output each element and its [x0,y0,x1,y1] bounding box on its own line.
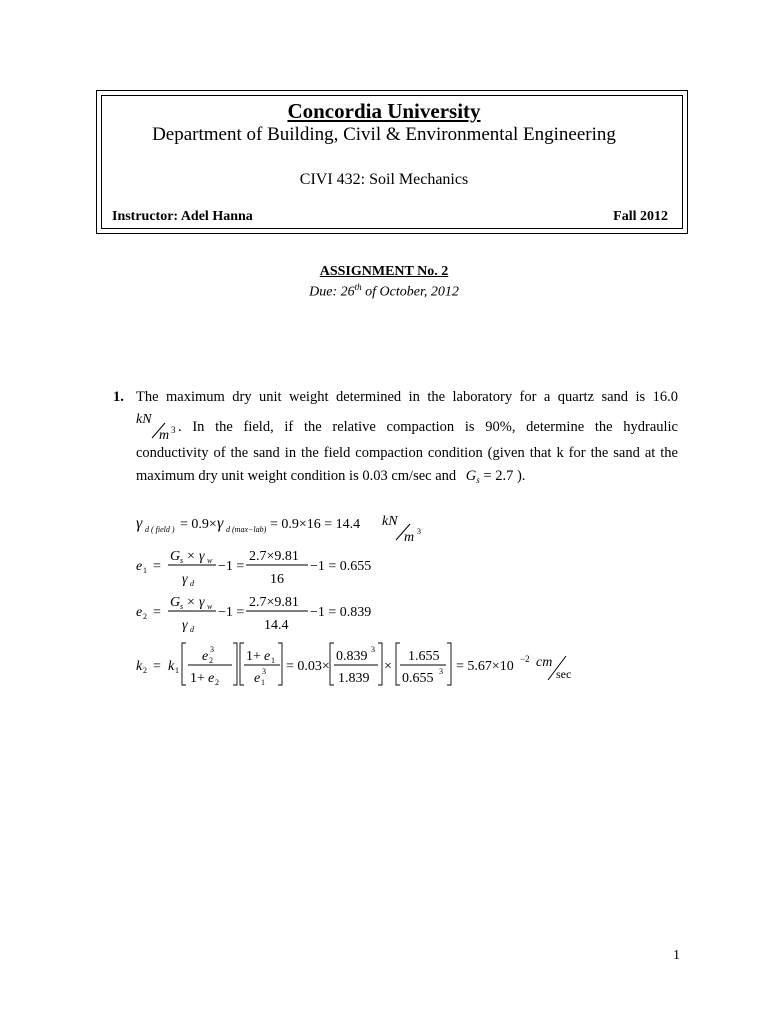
svg-text:e: e [136,605,143,620]
eq-gamma-field [136,514,421,545]
page-number: 1 [673,948,680,963]
svg-text:e: e [202,649,209,664]
svg-text:k: k [168,659,175,674]
svg-text:G: G [170,595,181,610]
svg-text:m: m [404,530,415,545]
svg-text:3: 3 [371,645,375,654]
svg-text:1+: 1+ [246,649,261,664]
svg-text:=: = [153,659,161,674]
svg-text:e: e [254,671,261,686]
svg-text:1: 1 [143,566,147,575]
question-line-2: . In the field, if the relative compaction is 90%, determine the hydraulic [178,419,678,435]
svg-text:1: 1 [261,678,265,687]
svg-text:1+: 1+ [190,671,205,686]
svg-text:k: k [136,659,143,674]
svg-text:3: 3 [171,425,176,435]
svg-text:e: e [208,671,215,686]
department-name: Department of Building, Civil & Environmental Engineering [152,124,616,145]
svg-text:d (max−lab): d (max−lab) [226,525,267,534]
solution-equations [120,500,640,700]
svg-text:G: G [170,549,181,564]
question-number: 1. [113,389,124,405]
svg-text:kN: kN [382,514,398,529]
svg-text:γ: γ [199,595,205,610]
svg-text:e: e [136,559,143,574]
svg-text:γ: γ [182,572,188,587]
svg-text:14.4: 14.4 [264,618,289,633]
svg-text:1.655: 1.655 [408,649,440,664]
svg-text:d: d [190,625,194,634]
university-name: Concordia University [287,99,481,123]
due-date: Due: 26th of October, 2012 [309,282,459,300]
svg-text:s: s [180,602,184,611]
svg-text:d: d [190,579,194,588]
svg-text:γ: γ [199,549,205,564]
eq-k2 [136,643,571,687]
svg-text:3: 3 [417,527,421,536]
svg-text:s: s [180,556,184,565]
svg-text:d ( field ): d ( field ) [145,525,175,534]
svg-text:w: w [207,602,213,611]
semester: Fall 2012 [613,209,668,224]
svg-text:= 5.67×10: = 5.67×10 [456,659,514,674]
instructor: Instructor: Adel Hanna [112,209,253,224]
course-title: CIVI 432: Soil Mechanics [299,171,469,188]
svg-text:cm: cm [536,655,553,670]
svg-text:3: 3 [210,645,214,654]
svg-text:−1 = 0.839: −1 = 0.839 [310,605,372,620]
svg-text:=: = [153,559,161,574]
svg-text:3: 3 [439,667,443,676]
svg-text:w: w [207,556,213,565]
svg-text:2: 2 [209,656,213,665]
svg-text:−1 =: −1 = [218,559,245,574]
svg-text:=: = [153,605,161,620]
svg-text:= 0.03×: = 0.03× [286,659,330,674]
svg-text:16: 16 [270,572,284,587]
svg-text:×: × [187,549,195,564]
question-line-3: conductivity of the sand in the field compaction condition (given that k for the sand at the [136,445,678,461]
svg-text:2: 2 [143,666,147,675]
svg-text:2: 2 [143,612,147,621]
svg-text:0.655: 0.655 [402,671,434,686]
svg-text:×: × [187,595,195,610]
svg-text:3: 3 [262,667,266,676]
svg-text:×: × [384,659,392,674]
svg-text:−1 =: −1 = [218,605,245,620]
svg-text:0.839: 0.839 [336,649,368,664]
svg-text:= 0.9×: = 0.9× [180,517,217,532]
svg-text:−1 = 0.655: −1 = 0.655 [310,559,372,574]
eq-e2 [136,595,371,634]
svg-text:1.839: 1.839 [338,671,370,686]
svg-text:m: m [159,428,170,442]
assignment-title: ASSIGNMENT No. 2 [319,264,449,279]
svg-text:γ: γ [182,618,188,633]
svg-text:2.7×9.81: 2.7×9.81 [249,595,299,610]
svg-text:γ: γ [217,515,224,532]
svg-text:1: 1 [175,666,179,675]
svg-text:kN: kN [136,412,152,427]
eq-e1 [136,549,371,588]
svg-text:γ: γ [136,515,143,532]
svg-text:−2: −2 [520,654,530,664]
svg-text:1: 1 [271,656,275,665]
svg-text:sec: sec [556,667,572,681]
svg-text:2: 2 [215,678,219,687]
question-line-4: maximum dry unit weight condition is 0.03 cm/sec and $G_s = 2.7$ ). [136,468,526,485]
svg-text:2.7×9.81: 2.7×9.81 [249,549,299,564]
svg-text:e: e [264,649,271,664]
question-line-1: The maximum dry unit weight determined in the laboratory for a quartz sand is 16.0 [136,389,678,405]
svg-text:= 0.9×16 = 14.4: = 0.9×16 = 14.4 [270,517,361,532]
